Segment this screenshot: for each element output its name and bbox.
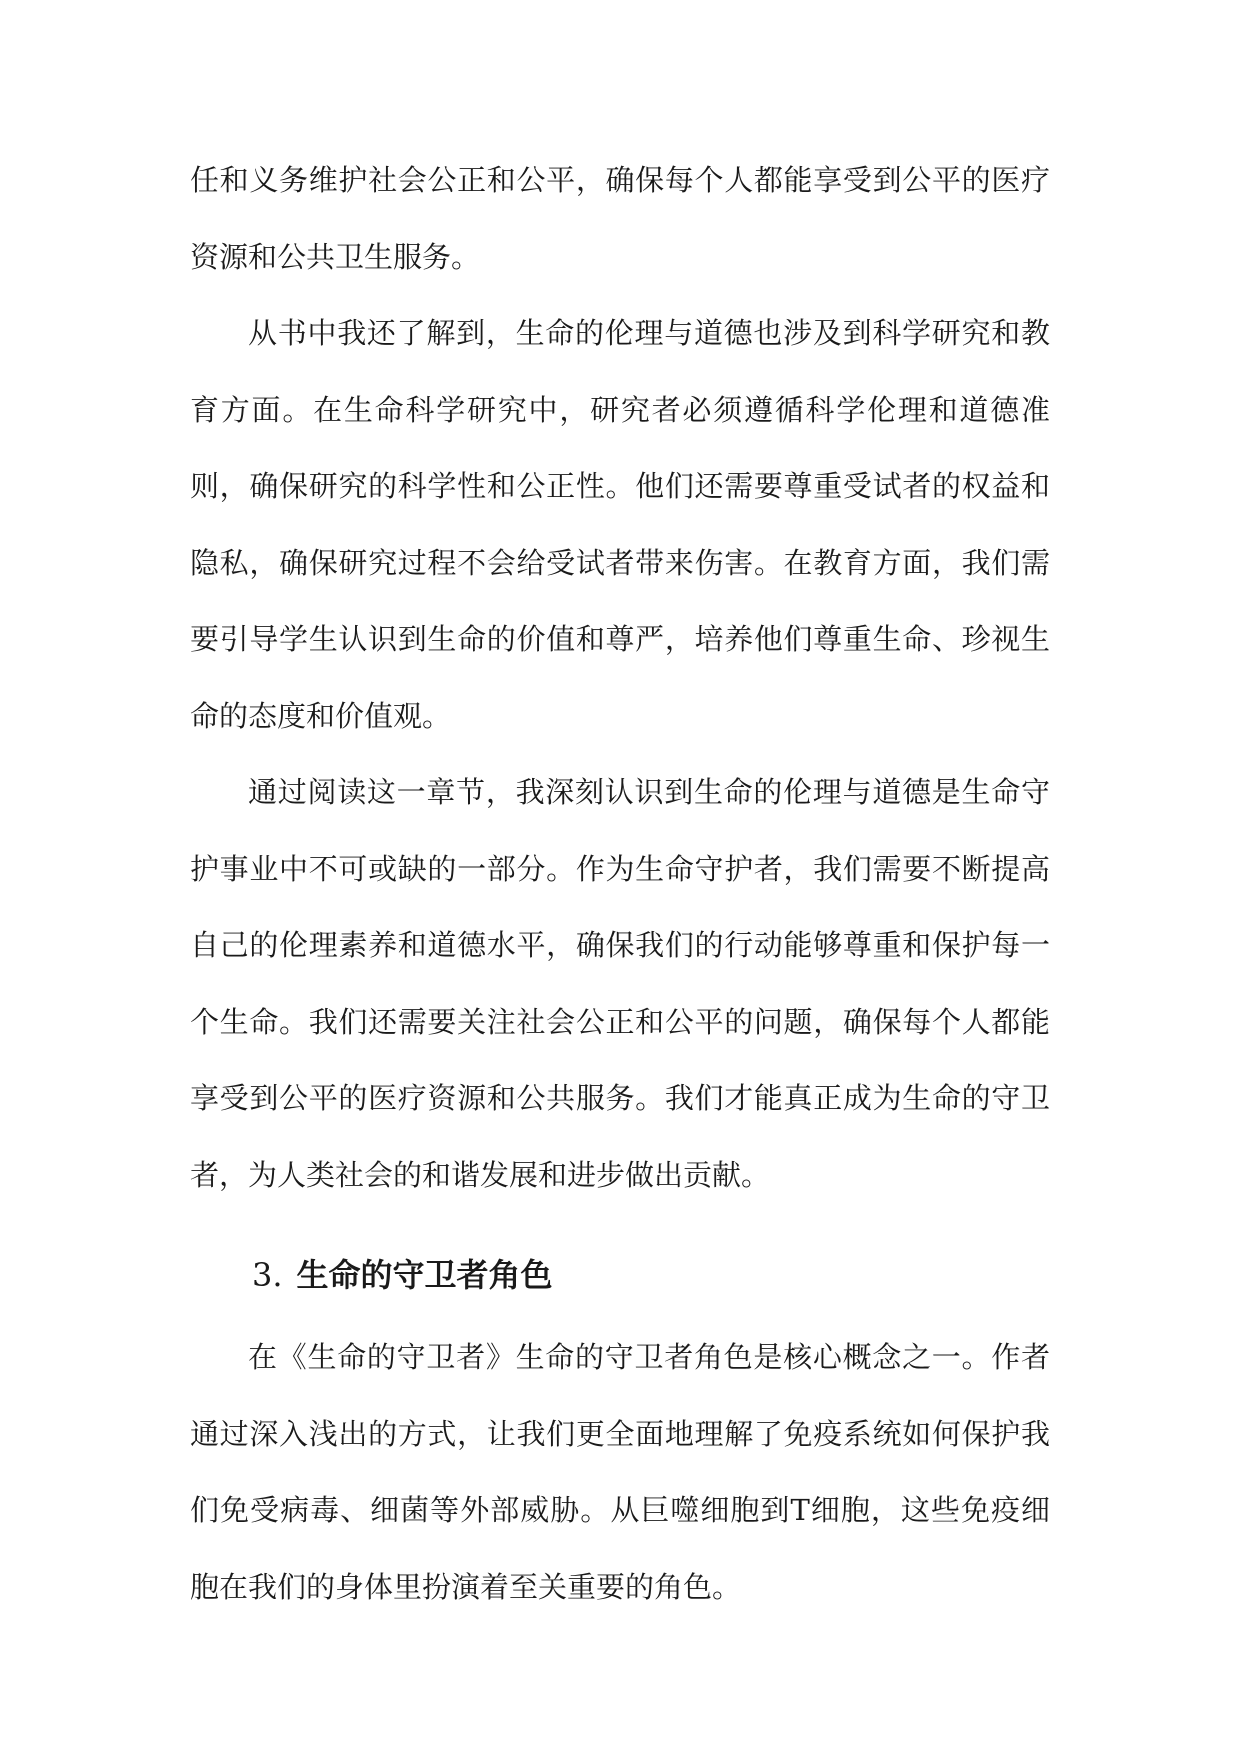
document-body [190, 142, 1050, 1625]
paragraph-research-education: 从书中我还了解到，生命的伦理与道德也涉及到科学研究和教育方面。在生命科学研究中，研究者必须遵循科学伦理和道德准则，确保研究的科学性和公正性。他们还需要尊重受试者的权益和隐私，确保研究过程不会给受试者带来伤害。在教育方面，我们需要引导学生认识到生命的价值和尊严，培养他们尊重生命、珍视生命的态度和价值观。 [190, 316, 1050, 733]
paragraph-guardian-role: 在《生命的守卫者》生命的守卫者角色是核心概念之一。作者通过深入浅出的方式，让我们更全面地理解了免疫系统如何保护我们免受病毒、细菌等外部威胁。从巨噬细胞到T细胞，这些免疫细胞在我们的身体里扮演着至关重要的角色。 [190, 1340, 1050, 1604]
section-title: 生命的守卫者角色 [296, 1256, 553, 1294]
section-heading [190, 1243, 1050, 1307]
paragraph-chapter-reflection: 通过阅读这一章节，我深刻认识到生命的伦理与道德是生命守护事业中不可或缺的一部分。作为生命守护者，我们需要不断提高自己的伦理素养和道德水平，确保我们的行动能够尊重和保护每一个生命。我们还需要关注社会公正和公平的问题，确保每个人都能享受到公平的医疗资源和公共服务。我们才能真正成为生命的守卫者，为人类社会的和谐发展和进步做出贡献。 [190, 775, 1050, 1192]
section-number: 3. [252, 1256, 283, 1294]
paragraph-continuation: 任和义务维护社会公正和公平，确保每个人都能享受到公平的医疗资源和公共卫生服务。 [190, 163, 1050, 274]
